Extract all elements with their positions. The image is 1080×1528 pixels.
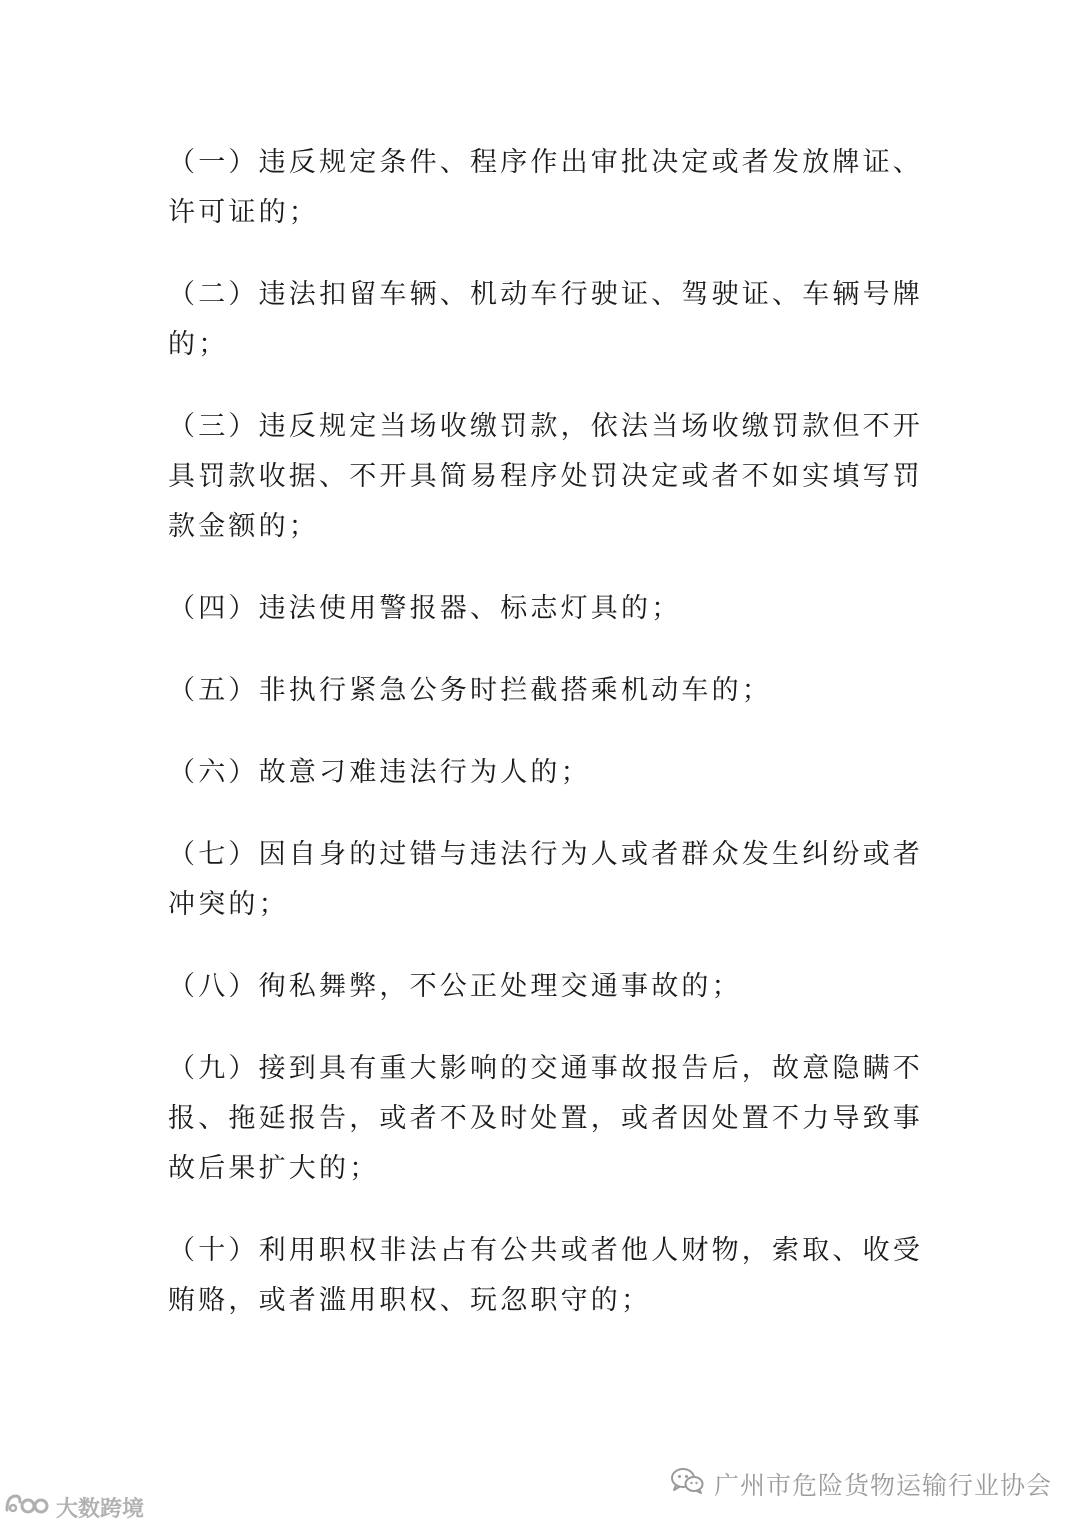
clause-6: （六）故意刁难违法行为人的； [168, 757, 591, 788]
site-name: 大数跨境 [56, 1496, 145, 1522]
clause-4: （四）违法使用警报器、标志灯具的； [168, 593, 682, 624]
clause-9: （九）接到具有重大影响的交通事故报告后，故意隐瞒不报、拖延报告，或者不及时处置，或者因处置不力导致事故后果扩大的； [168, 1053, 923, 1184]
clause-8: （八）徇私舞弊，不公正处理交通事故的； [168, 971, 742, 1002]
clause-3: （三）违反规定当场收缴罚款，依法当场收缴罚款但不开具罚款收据、不开具简易程序处罚决定或者不如实填写罚款金额的； [168, 411, 923, 542]
clause-5: （五）非执行紧急公务时拦截搭乘机动车的； [168, 675, 772, 706]
clause-1: （一）违反规定条件、程序作出审批决定或者发放牌证、许可证的； [168, 147, 923, 228]
clause-10: （十）利用职权非法占有公共或者他人财物，索取、收受贿赂，或者滥用职权、玩忽职守的； [168, 1235, 923, 1316]
document-body [168, 138, 928, 1358]
wechat-icon [670, 1467, 704, 1501]
site-watermark [4, 1490, 144, 1524]
clause-7: （七）因自身的过错与违法行为人或者群众发生纠纷或者冲突的； [168, 839, 923, 920]
site-logo-icon [4, 1490, 50, 1524]
wechat-account-name: 广州市危险货物运输行业协会 [713, 1471, 1052, 1500]
clause-2: （二）违法扣留车辆、机动车行驶证、驾驶证、车辆号牌的； [168, 279, 923, 360]
wechat-watermark [670, 1466, 1052, 1502]
